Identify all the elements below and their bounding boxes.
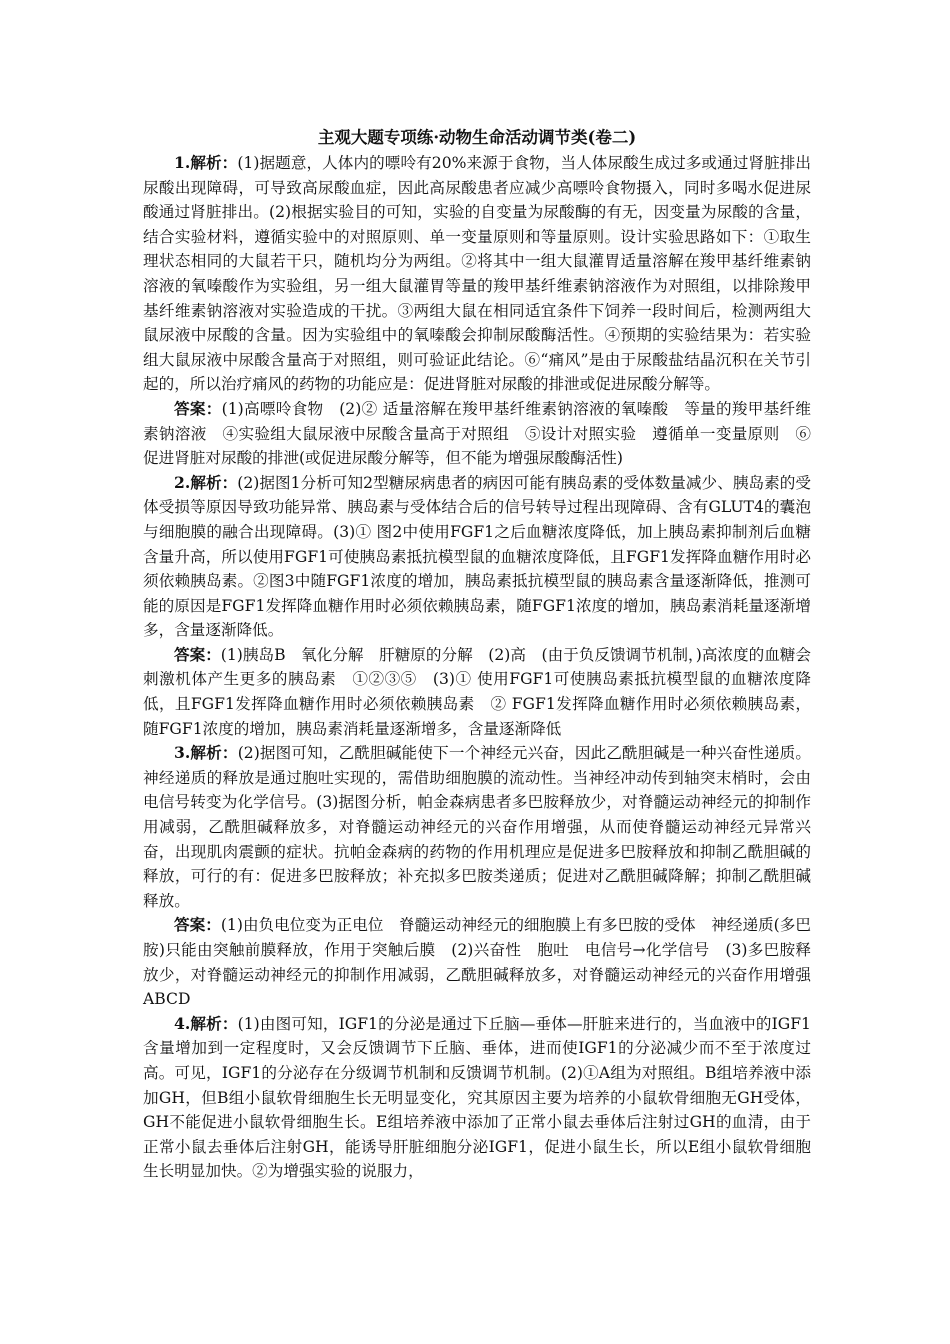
q1-number: 1. [174,153,191,172]
q2-analysis-paragraph [143,471,811,643]
q2-answer-paragraph [143,643,811,741]
q3-analysis-text: (2)据图可知，乙酰胆碱能使下一个神经元兴奋，因此乙酰胆碱是一种兴奋性递质。神经递质的释放是通过胞吐实现的，需借助细胞膜的流动性。当神经冲动传到轴突末梢时，会由电信号转变为化学信号。(3)据图分析，帕金森病患者多巴胺释放少，对脊髓运动神经元的抑制作用减弱，乙酰胆碱释放多，对脊髓运动神经元的兴奋作用增强，从而使脊髓运动神经元异常兴奋，出现肌肉震颤的症状。抗帕金森病的药物的作用机理应是促进多巴胺释放和抑制乙酰胆碱的释放，可行的有：促进多巴胺释放；补充拟多巴胺类递质；促进对乙酰胆碱降解；抑制乙酰胆碱释放。 [143,744,811,910]
q2-answer-text: (1)胰岛B 氧化分解 肝糖原的分解 (2)高 (由于负反馈调节机制，)高浓度的血糖会刺激机体产生更多的胰岛素 ①②③⑤ (3)① 使用FGF1可使胰岛素抵抗模型鼠的血糖浓度降低，且FGF1发挥降血糖作用时必须依赖胰岛素 ② FGF1发挥降血糖作用时必须依赖胰岛素，随FGF1浓度的增加，胰岛素消耗量逐渐增多，含量逐渐降低 [143,645,811,738]
q4-analysis-label: 解析： [190,1013,238,1033]
q4-analysis-text: (1)由图可知，IGF1的分泌是通过下丘脑—垂体—肝脏来进行的，当血液中的IGF1含量增加到一定程度时，又会反馈调节下丘脑、垂体，进而使IGF1的分泌减少而不至于浓度过高。可见，IGF1的分泌存在分级调节机制和反馈调节机制。(2)①A组为对照组。B组培养液中添加GH，但B组小鼠软骨细胞生长无明显变化，究其原因主要为培养的小鼠软骨细胞无GH受体，GH不能促进小鼠软骨细胞生长。E组培养液中添加了正常小鼠去垂体后注射过GH的血清，由于正常小鼠去垂体后注射GH，能诱导肝脏细胞分泌IGF1，促进小鼠生长，所以E组小鼠软骨细胞生长明显加快。②为增强实验的说服力， [143,1014,811,1181]
q3-answer-label: 答案： [174,915,221,935]
q1-answer-label: 答案： [174,398,222,418]
q2-answer-label: 答案： [174,644,221,664]
q2-analysis-label: 解析： [190,472,238,492]
q3-number: 3. [174,743,191,763]
q2-analysis-text: (2)据图1分析可知2型糖尿病患者的病因可能有胰岛素的受体数量减少、胰岛素的受体受损等原因导致功能异常、胰岛素与受体结合后的信号转导过程出现障碍、含有GLUT4的囊泡与细胞膜的融合出现障碍。(3)① 图2中使用FGF1之后血糖浓度降低，加上胰岛素抑制剂后血糖含量升高，所以使用FGF1可使胰岛素抵抗模型鼠的血糖浓度降低，且FGF1发挥降血糖作用时必须依赖胰岛素。②图3中随FGF1浓度的增加，胰岛素抵抗模型鼠的胰岛素含量逐渐降低，推测可能的原因是FGF1发挥降血糖作用时必须依赖胰岛素，随FGF1浓度的增加，胰岛素消耗量逐渐增多，含量逐渐降低。 [143,473,811,640]
q1-answer-paragraph [143,397,811,471]
page-title: 主观大题专项练·动物生命活动调节类(卷二) [317,128,637,147]
q3-analysis-label: 解析： [190,743,238,763]
document-page [143,126,827,1184]
q1-answer-text: (1)高嘌呤食物 (2)② 适量溶解在羧甲基纤维素钠溶液的氧嗪酸 等量的羧甲基纤维素钠溶液 ④实验组大鼠尿液中尿酸含量高于对照组 ⑤设计对照实验 遵循单一变量原则 ⑥促进肾脏对尿酸的排泄(或促进尿酸分解等，但不能为增强尿酸酶活性) [143,399,811,468]
q4-number: 4. [174,1013,191,1033]
q2-number: 2. [174,472,191,492]
q1-analysis-paragraph [143,151,811,397]
q1-analysis-text: (1)据题意，人体内的嘌呤有20%来源于食物，当人体尿酸生成过多或通过肾脏排出尿酸出现障碍，可导致高尿酸血症，因此高尿酸患者应减少高嘌呤食物摄入，同时多喝水促进尿酸通过肾脏排出。(2)根据实验目的可知，实验的自变量为尿酸酶的有无，因变量为尿酸的含量，结合实验材料，遵循实验中的对照原则、单一变量原则和等量原则。设计实验思路如下：①取生理状态相同的大鼠若干只，随机均分为两组。②将其中一组大鼠灌胃适量溶解在羧甲基纤维素钠溶液的氧嗪酸作为实验组，另一组大鼠灌胃等量的羧甲基纤维素钠溶液作为对照组，以排除羧甲基纤维素钠溶液对实验造成的干扰。③两组大鼠在相同适宜条件下饲养一段时间后，检测两组大鼠尿液中尿酸的含量。因为实验组中的氧嗪酸会抑制尿酸酶活性。④预期的实验结果为：若实验组大鼠尿液中尿酸含量高于对照组，则可验证此结论。⑥“痛风”是由于尿酸盐结晶沉积在关节引起的，所以治疗痛风的药物的功能应是：促进肾脏对尿酸的排泄或促进尿酸分解等。 [143,154,811,394]
q3-answer-paragraph [143,913,827,1011]
q3-analysis-paragraph [143,741,811,913]
q3-answer-text: (1)由负电位变为正电位 脊髓运动神经元的细胞膜上有多巴胺的受体 神经递质(多巴胺)只能由突触前膜释放，作用于突触后膜 (2)兴奋性 胞吐 电信号→化学信号 (3)多巴胺释放少，对脊髓运动神经元的抑制作用减弱，乙酰胆碱释放多，对脊髓运动神经元的兴奋作用增强 ABCD [143,916,827,1009]
q4-analysis-paragraph [143,1012,811,1184]
q1-analysis-label: 解析： [190,153,238,172]
